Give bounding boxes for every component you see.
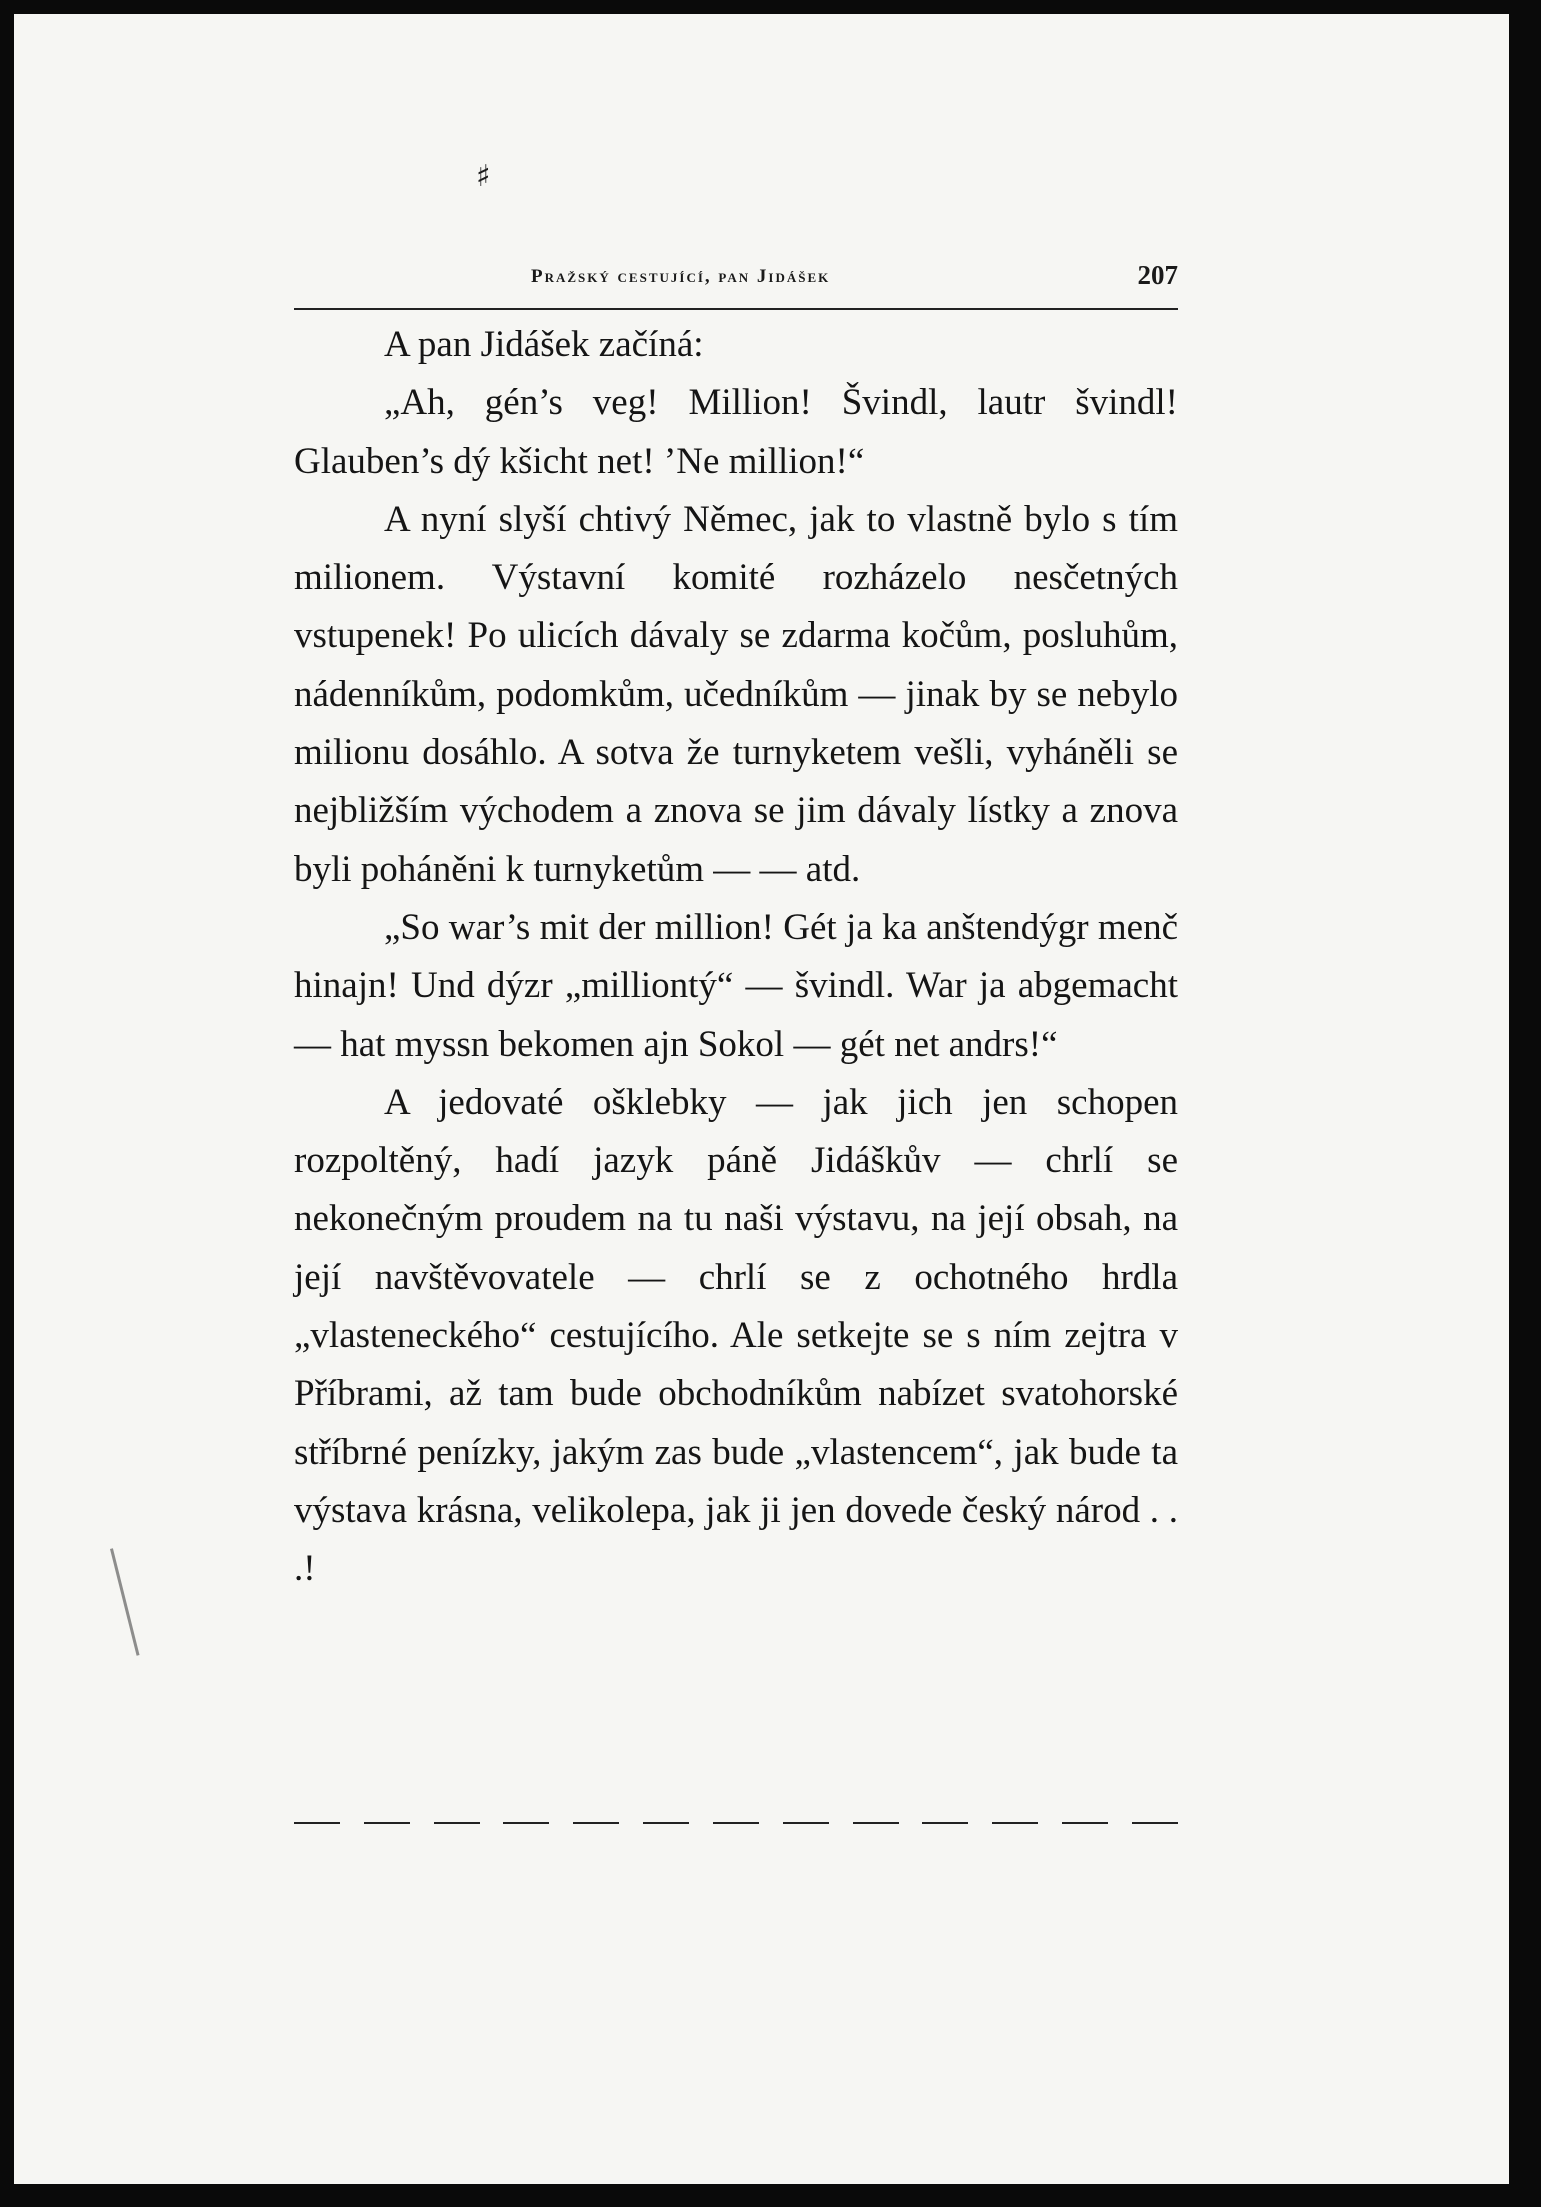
paragraph: A jedovaté ošklebky — jak jich jen schopen rozpoltěný, hadí jazyk páně Jidáškův — chrlí se nekonečným proudem na tu naši výstavu, na její obsah, na její navštěvovatele — chrlí se z ochotného hrdla „vlasteneckého“ cestujícího. Ale setkejte se s ním zejtra v Příbrami, až tam bude obchodníkům nabízet svatohorské stříbrné penízky, jakým zas bude „vlastencem“, jak bude ta výstava krásna, velikolepa, jak ji jen dovede český národ . . .! (294, 1081, 1178, 1590)
page-number: 207 (1137, 260, 1178, 290)
running-header (294, 256, 1178, 310)
running-title: Pražský cestující, pan Jidášek (531, 266, 831, 287)
separator-dash (992, 1822, 1038, 1824)
paragraph: A nyní slyší chtivý Němec, jak to vlastně bylo s tím milionem. Výstavní komité rozházelo nesčetných vstupenek! Po ulicích dávaly se zdarma kočům, posluhům, nádenníkům, podomkům, učedníkům — jinak by se nebylo milionu dosáhlo. A sotva že turnyketem vešli, vyháněli se nejbližším východem a znova se jim dávaly lístky a znova byli poháněni k turnyketům — — atd. (294, 498, 1178, 890)
separator-dash (294, 1822, 340, 1824)
separator-dash (1062, 1822, 1108, 1824)
separator-dash (503, 1822, 549, 1824)
separator-dash (922, 1822, 968, 1824)
paragraph: „So war’s mit der million! Gét ja ka anštendýgr menč hinajn! Und dýzr „milliontý“ — švindl. War ja abgemacht — hat myssn bekomen ajn Sokol — gét net andrs!“ (294, 906, 1178, 1065)
separator-dash (364, 1822, 410, 1824)
separator-dash (783, 1822, 829, 1824)
section-separator (294, 1808, 1178, 1838)
scan-stroke-mark (110, 1548, 140, 1655)
separator-dash (434, 1822, 480, 1824)
paragraph: A pan Jidášek začíná: (384, 324, 704, 365)
separator-dash (573, 1822, 619, 1824)
separator-dash (713, 1822, 759, 1824)
separator-dash (853, 1822, 899, 1824)
paragraph: „Ah, gén’s veg! Million! Švindl, lautr švindl! Glauben’s dý kšicht net! ’Ne million!“ (294, 382, 1178, 482)
separator-dash (643, 1822, 689, 1824)
separator-dash (1132, 1822, 1178, 1824)
body-text (294, 316, 1178, 1599)
scan-mark: ♯ (476, 159, 491, 194)
